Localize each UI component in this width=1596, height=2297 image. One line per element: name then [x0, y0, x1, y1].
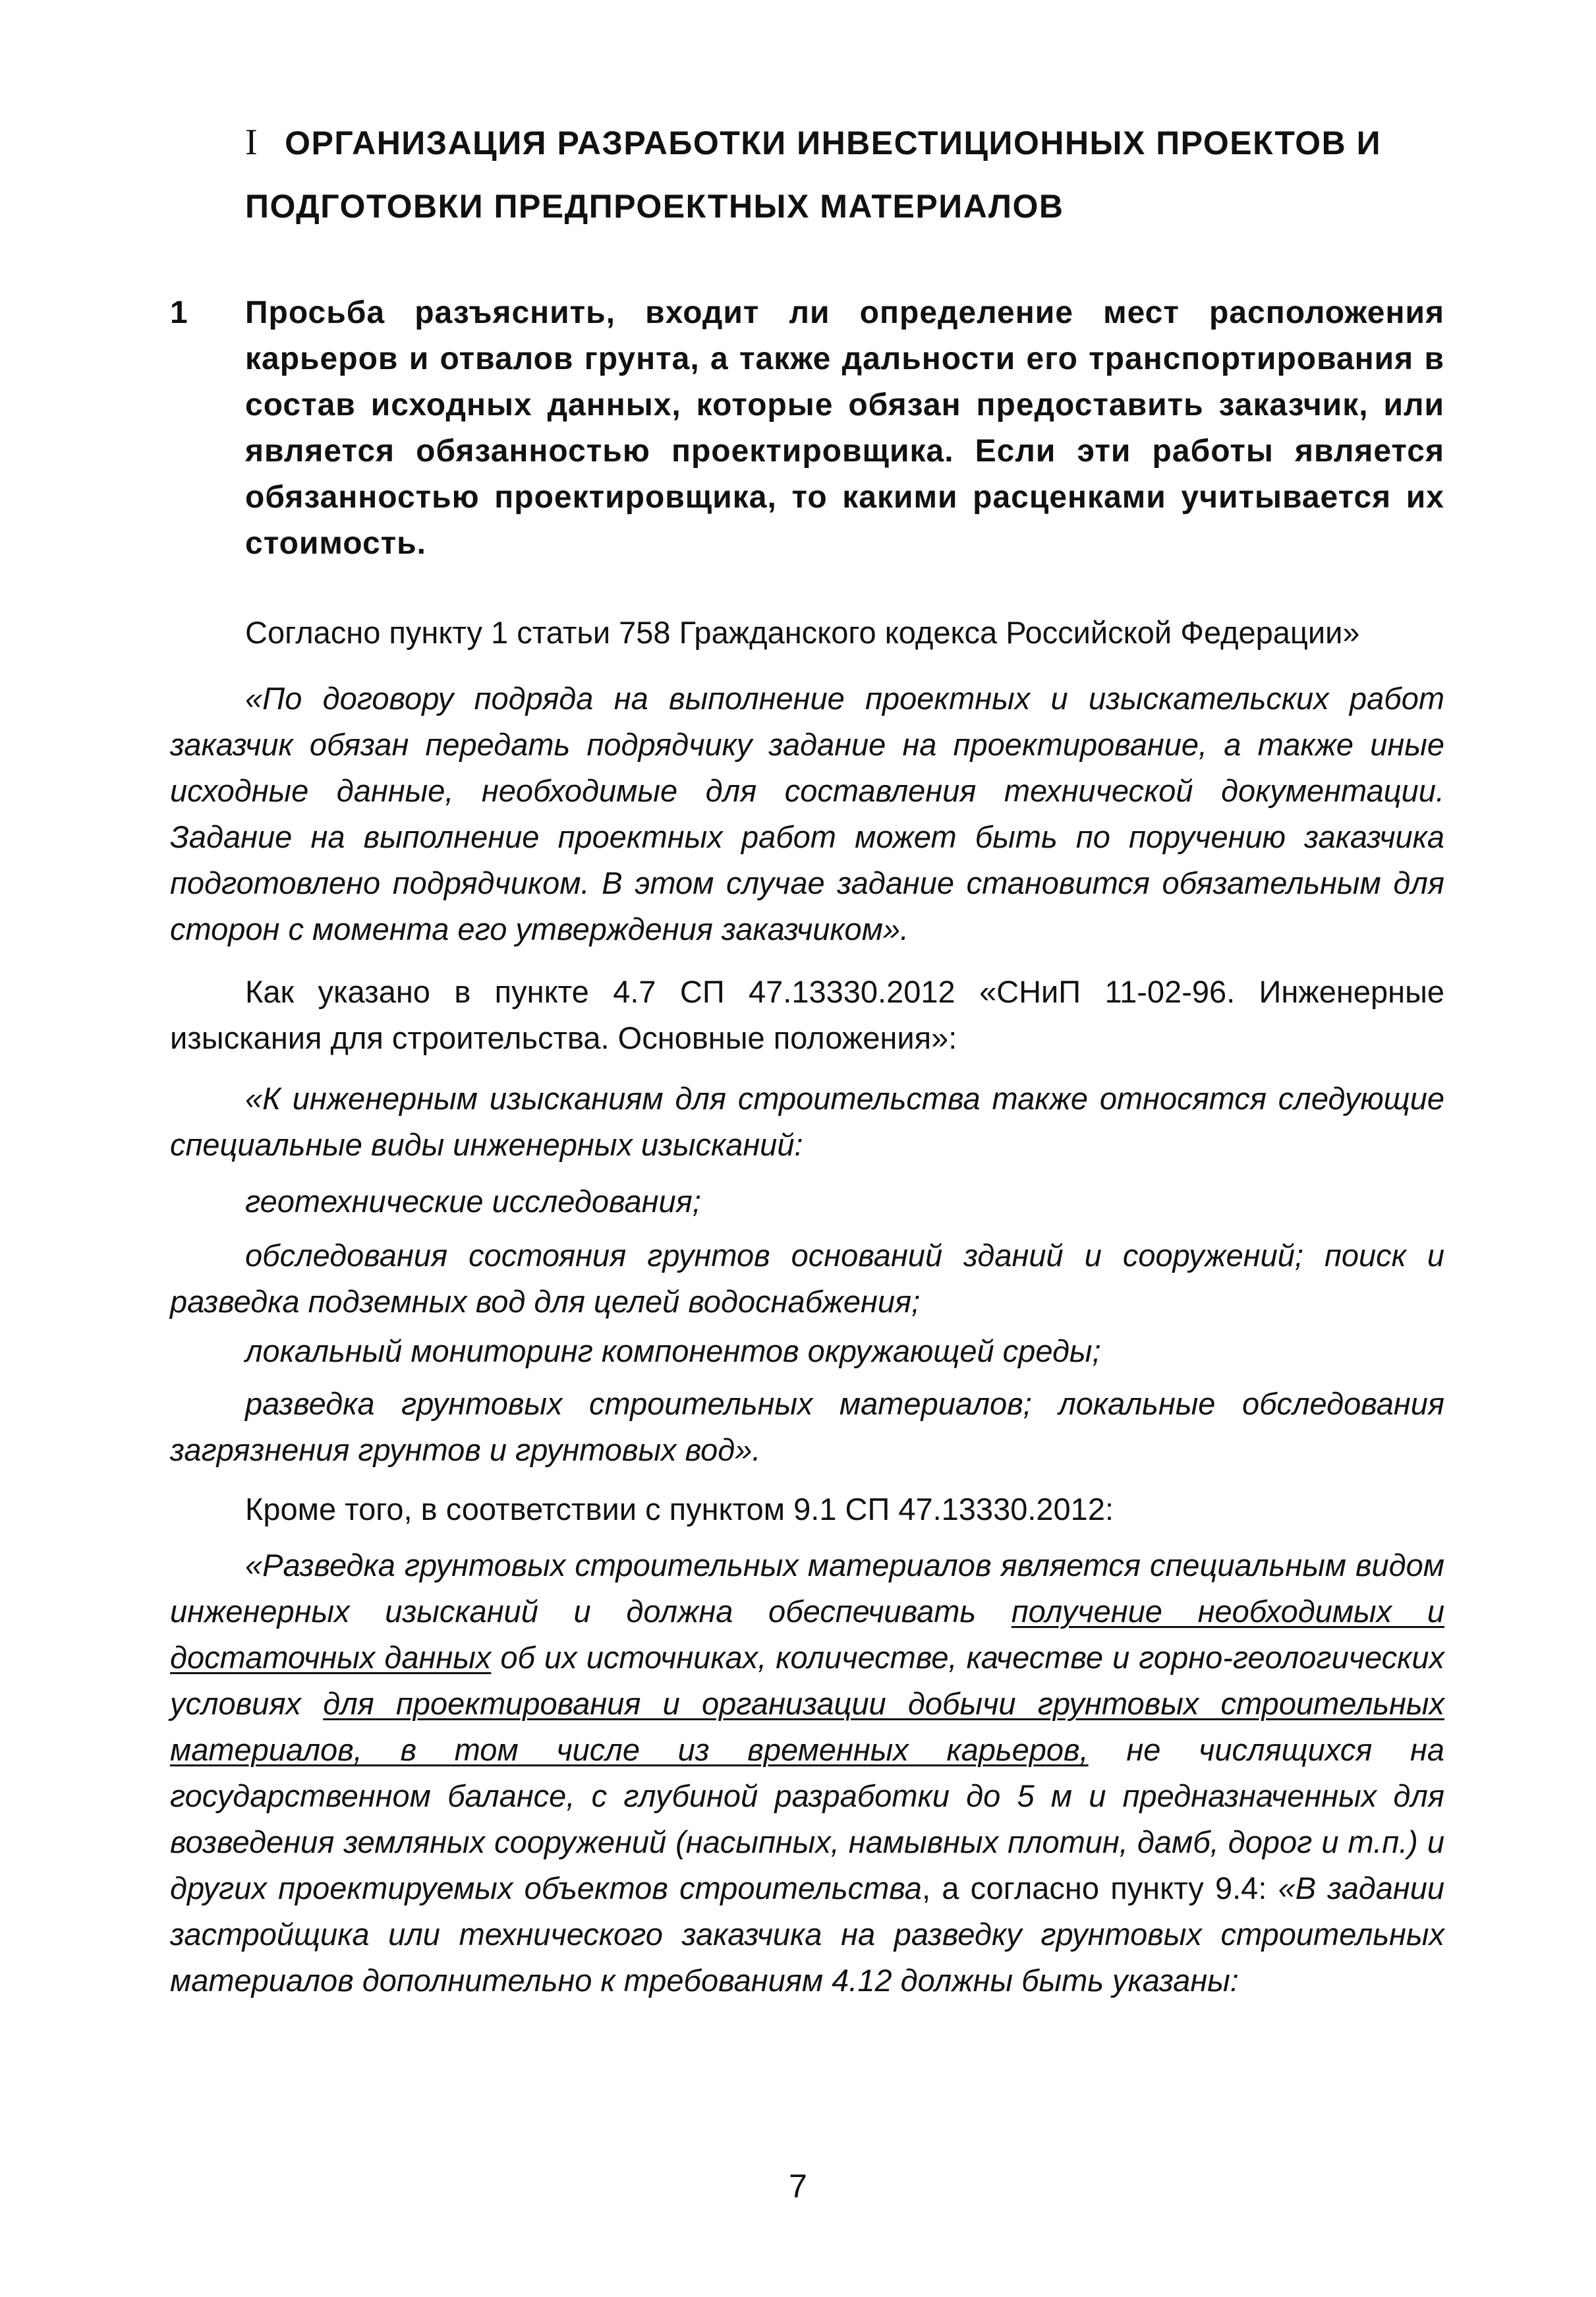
- section-heading: [245, 111, 1444, 238]
- quote-text: «В задании застройщика или технического заказчика на разведку грунтовых строительных материалов дополнительно к требованиям 4.12 должны быть указаны:: [170, 1871, 1445, 1998]
- section-title: ОРГАНИЗАЦИЯ РАЗРАБОТКИ ИНВЕСТИЦИОННЫХ ПРОЕКТОВ И ПОДГОТОВКИ ПРЕДПРОЕКТНЫХ МАТЕРИАЛОВ: [245, 125, 1382, 225]
- paragraph-civil-code-reference: Согласно пункту 1 статьи 758 Гражданского кодекса Российской Федерации»: [245, 615, 1360, 650]
- underlined-text: получение необходимых и достаточных данных: [170, 1594, 1444, 1675]
- quote-sp-surveys: «К инженерным изысканиям для строительства также относятся следующие специальные виды инженерных изысканий:: [170, 1081, 1444, 1162]
- list-item: разведка грунтовых строительных материалов; локальные обследования загрязнения грунтов и грунтовых вод».: [170, 1386, 1444, 1467]
- paragraph-sp-reference: Как указано в пункте 4.7 СП 47.13330.2012 «СНиП 11-02-96. Инженерные изыскания для строительства. Основные положения»:: [170, 974, 1444, 1055]
- list-item: локальный мониторинг компонентов окружающей среды;: [245, 1333, 1101, 1368]
- page-number: 7: [789, 2168, 807, 2205]
- quote-civil-code: «По договору подряда на выполнение проектных и изыскательских работ заказчик обязан передать подрядчику задание на проектирование, а также иные исходные данные, необходимые для составления технической документации. Задание на выполнение проектных работ может быть по поручению заказчика подготовлено подрядчиком. В этом случае задание становится обязательным для сторон с момента его утверждения заказчиком».: [170, 681, 1444, 946]
- quote-connector: , а согласно пункту 9.4:: [921, 1871, 1278, 1905]
- list-item: геотехнические исследования;: [245, 1184, 701, 1219]
- quote-text: не числящихся на государственном балансе, с глубиной разработки до 5 м и предназначенных для возведения земляных сооружений (насыпных, намывных плотин, дамб, дорог и т.п.) и других проектируемых объектов строительства: [170, 1732, 1444, 1905]
- question-text: Просьба разъяснить, входит ли определение мест расположения карьеров и отвалов грунта, а также дальности его транспортирования в состав исходных данных, которые обязан предоставить заказчик, или является обязанностью проектировщика. Если эти работы является обязанностью проектировщика, то какими расценками учитывается их стоимость.: [245, 295, 1444, 561]
- question-number: 1: [170, 295, 188, 330]
- underlined-text: для проектирования и организации добычи грунтовых строительных материалов, в том числе из временных карьеров,: [170, 1686, 1444, 1767]
- quote-sp-9-1: [170, 1542, 1444, 2004]
- section-roman-numeral: I: [245, 122, 259, 163]
- list-item: обследования состояния грунтов оснований зданий и сооружений; поиск и разведка подземных вод для целей водоснабжения;: [170, 1238, 1444, 1319]
- paragraph-sp-9-1-reference: Кроме того, в соответствии с пунктом 9.1 СП 47.13330.2012:: [245, 1492, 1114, 1526]
- quote-text: «Разведка грунтовых строительных материалов является специальным видом инженерных изысканий и должна обеспечивать: [170, 1548, 1444, 1629]
- quote-text: об их источниках, количестве, качестве и горно-геологических условиях: [170, 1640, 1444, 1721]
